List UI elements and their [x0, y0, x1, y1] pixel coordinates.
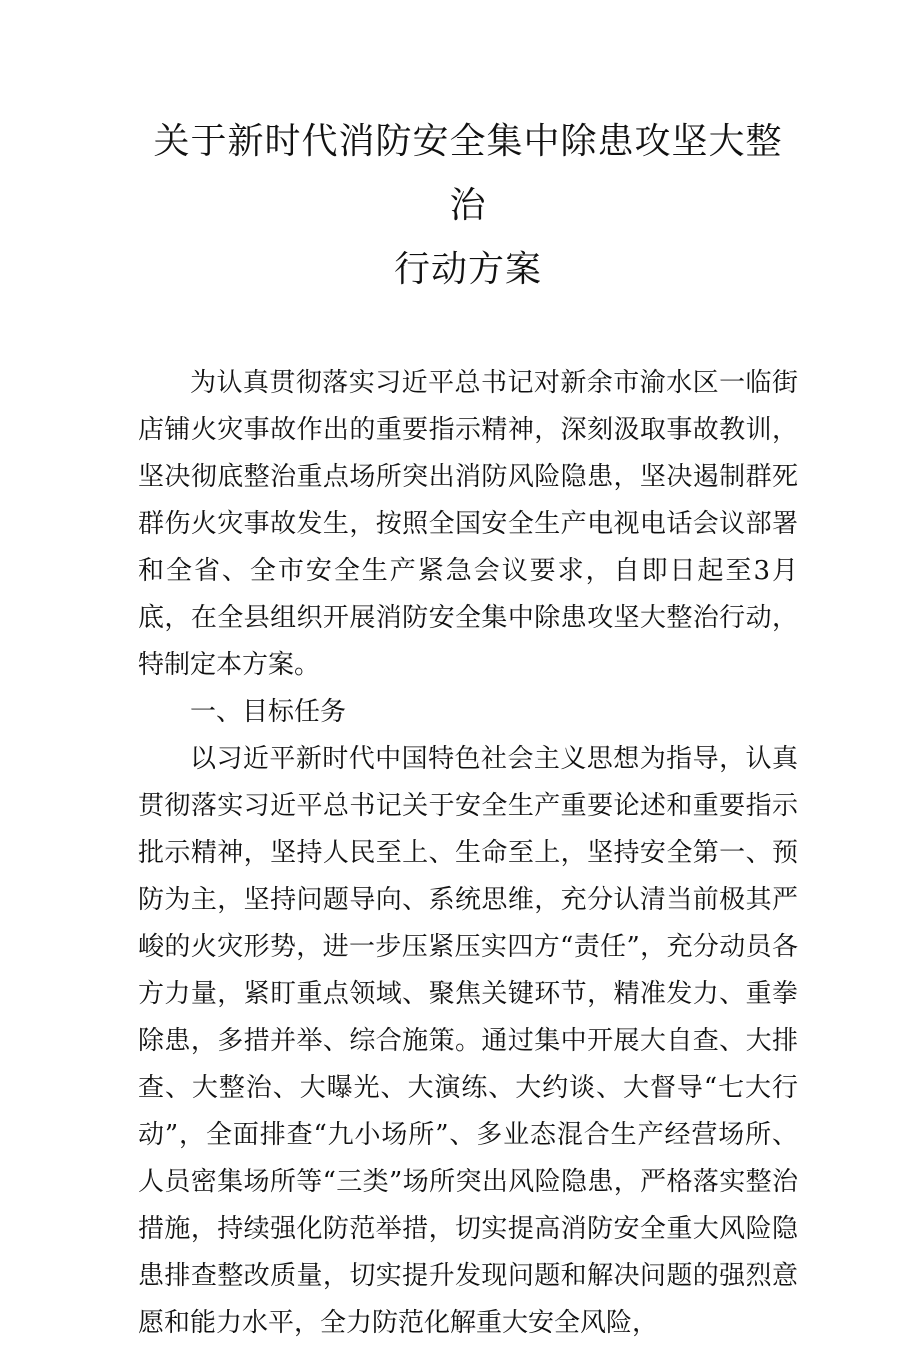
document-title: [138, 110, 798, 302]
intro-paragraph: 为认真贯彻落实习近平总书记对新余市渝水区一临街店铺火灾事故作出的重要指示精神，深刻汲取事故教训，坚决彻底整治重点场所突出消防风险隐患，坚决遏制群死群伤火灾事故发生，按照全国安全生产电视电话会议部署和全省、全市安全生产紧急会议要求，自即日起至3月底，在全县组织开展消防安全集中除患攻坚大整治行动，特制定本方案。: [138, 368, 798, 680]
section-heading: 一、目标任务: [190, 697, 347, 727]
document-body: [138, 360, 798, 1347]
title-line-2: 行动方案: [393, 249, 542, 290]
section-paragraph: 以习近平新时代中国特色社会主义思想为指导，认真贯彻落实习近平总书记关于安全生产重要论述和重要指示批示精神，坚持人民至上、生命至上，坚持安全第一、预防为主，坚持问题导向、系统思维，充分认清当前极其严峻的火灾形势，进一步压紧压实四方“责任”，充分动员各方力量，紧盯重点领域、聚焦关键环节，精准发力、重拳除患，多措并举、综合施策。通过集中开展大自查、大排查、大整治、大曝光、大演练、大约谈、大督导“七大行动”，全面排查“九小场所”、多业态混合生产经营场所、人员密集场所等“三类”场所突出风险隐患，严格落实整治措施，持续强化防范举措，切实提高消防安全重大风险隐患排查整改质量，切实提升发现问题和解决问题的强烈意愿和能力水平，全力防范化解重大安全风险，: [138, 744, 798, 1338]
title-line-1: 关于新时代消防安全集中除患攻坚大整治: [153, 121, 783, 226]
